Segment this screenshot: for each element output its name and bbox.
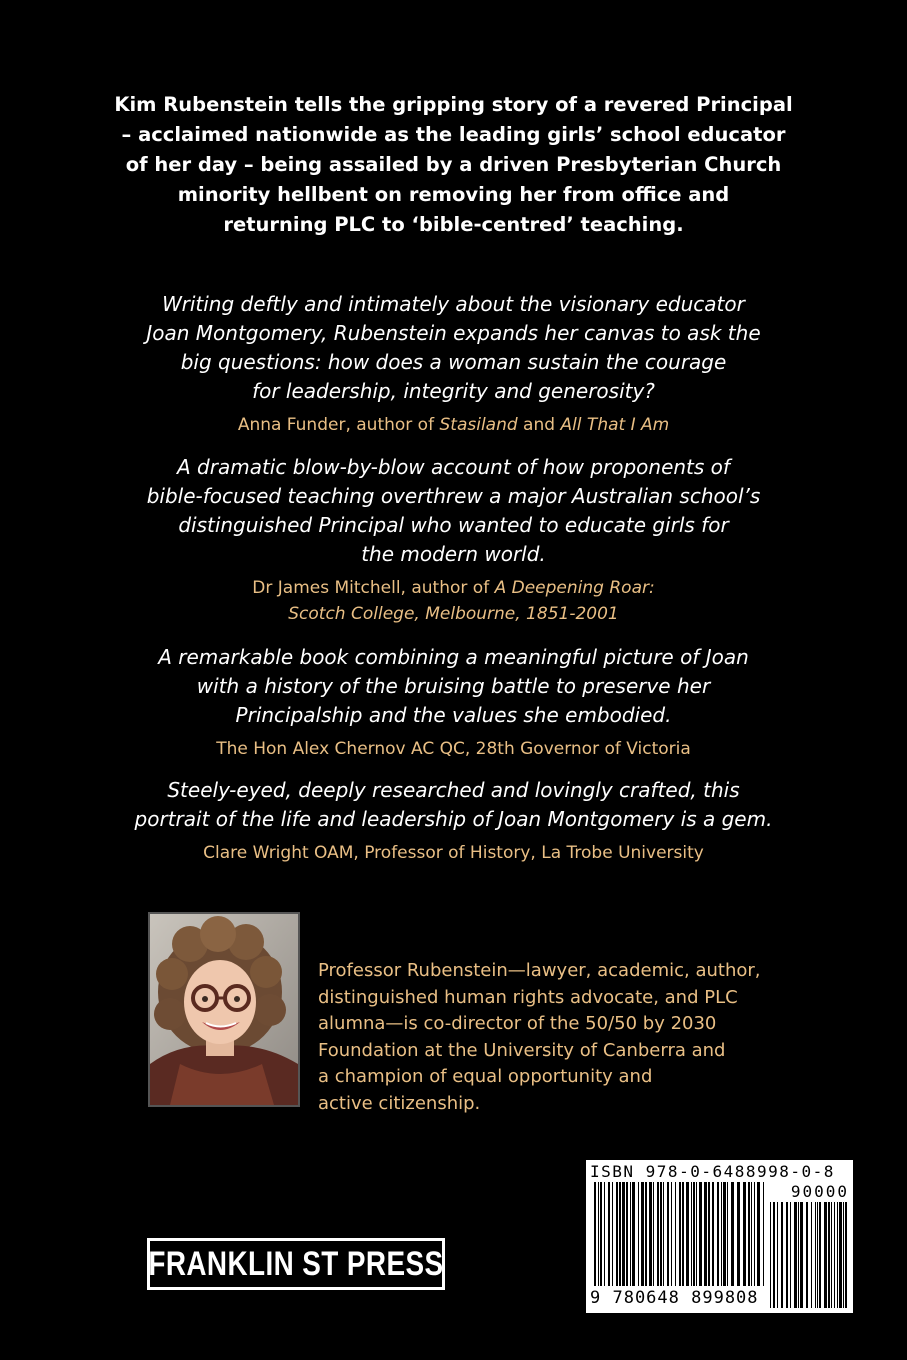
barcode-bar bbox=[645, 1182, 647, 1286]
barcode-bar bbox=[598, 1182, 599, 1286]
barcode-bar bbox=[696, 1182, 697, 1286]
barcode-addon-bar bbox=[845, 1202, 847, 1308]
barcode-bar bbox=[630, 1182, 631, 1286]
barcode-addon-bar bbox=[828, 1202, 830, 1308]
barcode-bar bbox=[619, 1182, 621, 1286]
barcode-addon-bar bbox=[790, 1202, 791, 1308]
barcode-bar bbox=[632, 1182, 635, 1286]
back-cover-blurb bbox=[60, 90, 847, 240]
barcode-bar bbox=[612, 1182, 613, 1286]
barcode-addon-bar bbox=[800, 1202, 803, 1308]
endorsement-attribution bbox=[40, 412, 867, 438]
barcode-addon-bar bbox=[839, 1202, 842, 1308]
endorsement-mitchell bbox=[40, 453, 867, 627]
barcode-bar bbox=[616, 1182, 618, 1286]
bio-line: alumna—is co-director of the 50/50 by 2030 bbox=[318, 1013, 717, 1034]
endorsement-wright bbox=[40, 776, 867, 866]
bio-line: Professor Rubenstein—lawyer, academic, author, bbox=[318, 960, 761, 981]
barcode-bar bbox=[608, 1182, 610, 1286]
publisher-logo bbox=[147, 1238, 445, 1290]
blurb-line: of her day – being assailed by a driven Presbyterian Church bbox=[125, 153, 782, 176]
bio-line: Foundation at the University of Canberra and bbox=[318, 1039, 726, 1061]
barcode-addon-bar bbox=[837, 1202, 838, 1308]
quote-line: A remarkable book combining a meaningful picture of Joan bbox=[158, 645, 749, 669]
barcode-bar bbox=[671, 1182, 672, 1286]
endorsement-chernov bbox=[40, 643, 867, 762]
barcode-bar bbox=[622, 1182, 625, 1286]
quote-line: for leadership, integrity and generosity? bbox=[252, 379, 655, 403]
author-photo bbox=[148, 912, 300, 1107]
bio-line: distinguished human rights advocate, and PLC bbox=[318, 986, 738, 1008]
barcode-bar bbox=[626, 1182, 628, 1286]
barcode-addon-bar bbox=[824, 1202, 827, 1308]
isbn-label: ISBN 978-0-6488998-0-8 bbox=[590, 1162, 835, 1181]
barcode-addon-bar bbox=[811, 1202, 812, 1308]
barcode-addon-bar bbox=[770, 1202, 771, 1308]
blurb-line: – acclaimed nationwide as the leading girls’ school educator bbox=[121, 123, 786, 146]
barcode-bar bbox=[723, 1182, 726, 1286]
quote-line: the modern world. bbox=[361, 542, 546, 566]
barcode-bar bbox=[600, 1182, 602, 1286]
isbn-barcode bbox=[586, 1160, 853, 1313]
attribution-line: The Hon Alex Chernov AC QC, 28th Governor of Victoria bbox=[216, 739, 691, 759]
barcode-bar bbox=[594, 1182, 596, 1286]
quote-line: Writing deftly and intimately about the visionary educator bbox=[162, 292, 745, 316]
quote-line: A dramatic blow-by-blow account of how proponents of bbox=[177, 455, 730, 479]
barcode-bar bbox=[763, 1182, 764, 1286]
barcode-bar bbox=[708, 1182, 710, 1286]
barcode-bar bbox=[731, 1182, 734, 1286]
quote-line: big questions: how does a woman sustain the courage bbox=[180, 350, 727, 374]
barcode-bar bbox=[712, 1182, 714, 1286]
quote-line: bible-focused teaching overthrew a major Australian school’s bbox=[146, 484, 761, 508]
barcode-addon-bar bbox=[777, 1202, 778, 1308]
endorsement-text bbox=[40, 643, 867, 730]
barcode-bar bbox=[638, 1182, 639, 1286]
bio-line: a champion of equal opportunity and bbox=[318, 1066, 653, 1087]
barcode-bar bbox=[727, 1182, 728, 1286]
barcode-bar bbox=[682, 1182, 684, 1286]
endorsement-attribution bbox=[40, 736, 867, 762]
barcode-bar bbox=[663, 1182, 664, 1286]
publisher-logo-text: FRANKLIN ST PRESS bbox=[148, 1244, 444, 1283]
barcode-bar bbox=[641, 1182, 644, 1286]
barcode-bar bbox=[653, 1182, 654, 1286]
barcode-addon-bar bbox=[831, 1202, 832, 1308]
barcode-bar bbox=[604, 1182, 605, 1286]
attribution-line bbox=[40, 412, 867, 438]
attribution-join: and bbox=[517, 415, 561, 435]
author-portrait-illustration bbox=[150, 914, 298, 1105]
barcode-digits: 9 780648 899808 bbox=[590, 1288, 759, 1308]
bio-line: active citizenship. bbox=[318, 1092, 481, 1114]
attribution-name: Dr James Mitchell, author of bbox=[252, 578, 495, 598]
barcode-addon-bar bbox=[773, 1202, 775, 1308]
attribution-line: Clare Wright OAM, Professor of History, La Trobe University bbox=[203, 843, 704, 863]
endorsement-text bbox=[40, 290, 867, 406]
barcode-bar bbox=[679, 1182, 681, 1286]
quote-line: Joan Montgomery, Rubenstein expands her canvas to ask the bbox=[146, 321, 761, 345]
quote-line: with a history of the bruising battle to preserve her bbox=[196, 674, 711, 698]
endorsement-attribution bbox=[40, 840, 867, 866]
barcode-bar bbox=[699, 1182, 702, 1286]
quote-line: Steely-eyed, deeply researched and lovingly crafted, this bbox=[167, 778, 740, 802]
barcode-bar bbox=[675, 1182, 676, 1286]
blurb-line: minority hellbent on removing her from office and bbox=[177, 183, 730, 206]
price-code: 90000 bbox=[790, 1182, 849, 1201]
book-title: Stasiland bbox=[439, 415, 518, 435]
barcode-bar bbox=[743, 1182, 746, 1286]
barcode-bar bbox=[660, 1182, 662, 1286]
barcode-bar bbox=[751, 1182, 752, 1286]
attribution-name: Anna Funder, author of bbox=[237, 415, 440, 435]
blurb-line: returning PLC to ‘bible-centred’ teaching. bbox=[223, 213, 684, 236]
endorsement-funder bbox=[40, 290, 867, 438]
barcode-bar bbox=[704, 1182, 707, 1286]
barcode-addon-bar bbox=[794, 1202, 797, 1308]
attribution-line bbox=[40, 575, 867, 601]
book-title: Scotch College, Melbourne, 1851-2001 bbox=[288, 604, 619, 624]
blurb-line: Kim Rubenstein tells the gripping story of a revered Principal bbox=[114, 93, 793, 116]
barcode-addon-bar bbox=[815, 1202, 816, 1308]
barcode-bar bbox=[667, 1182, 669, 1286]
barcode-bar bbox=[717, 1182, 719, 1286]
barcode-bar bbox=[748, 1182, 750, 1286]
barcode-addon-bar bbox=[843, 1202, 844, 1308]
barcode-addon-bar bbox=[819, 1202, 821, 1308]
barcode-bar bbox=[686, 1182, 689, 1286]
barcode-bar bbox=[693, 1182, 695, 1286]
barcode-bar bbox=[657, 1182, 659, 1286]
attribution-line bbox=[40, 601, 867, 627]
barcode-addon-bar bbox=[798, 1202, 799, 1308]
barcode-addon-bar bbox=[834, 1202, 835, 1308]
book-title: A Deepening Roar: bbox=[494, 578, 655, 598]
barcode-bar bbox=[754, 1182, 755, 1286]
endorsement-text bbox=[40, 453, 867, 569]
barcode-addon-bar bbox=[817, 1202, 818, 1308]
quote-line: Principalship and the values she embodied. bbox=[235, 703, 672, 727]
endorsement-text bbox=[40, 776, 867, 834]
barcode-bar bbox=[649, 1182, 652, 1286]
endorsement-attribution bbox=[40, 575, 867, 627]
barcode-bar bbox=[757, 1182, 760, 1286]
quote-line: distinguished Principal who wanted to educate girls for bbox=[178, 513, 729, 537]
barcode-addon-bar bbox=[781, 1202, 783, 1308]
barcode-bar bbox=[737, 1182, 740, 1286]
barcode-bar bbox=[691, 1182, 692, 1286]
barcode-bar bbox=[721, 1182, 722, 1286]
author-bio bbox=[318, 958, 838, 1117]
barcode-addon-bar bbox=[806, 1202, 808, 1308]
quote-line: portrait of the life and leadership of Joan Montgomery is a gem. bbox=[134, 807, 773, 831]
book-title: All That I Am bbox=[560, 415, 670, 435]
barcode-addon-bar bbox=[786, 1202, 788, 1308]
